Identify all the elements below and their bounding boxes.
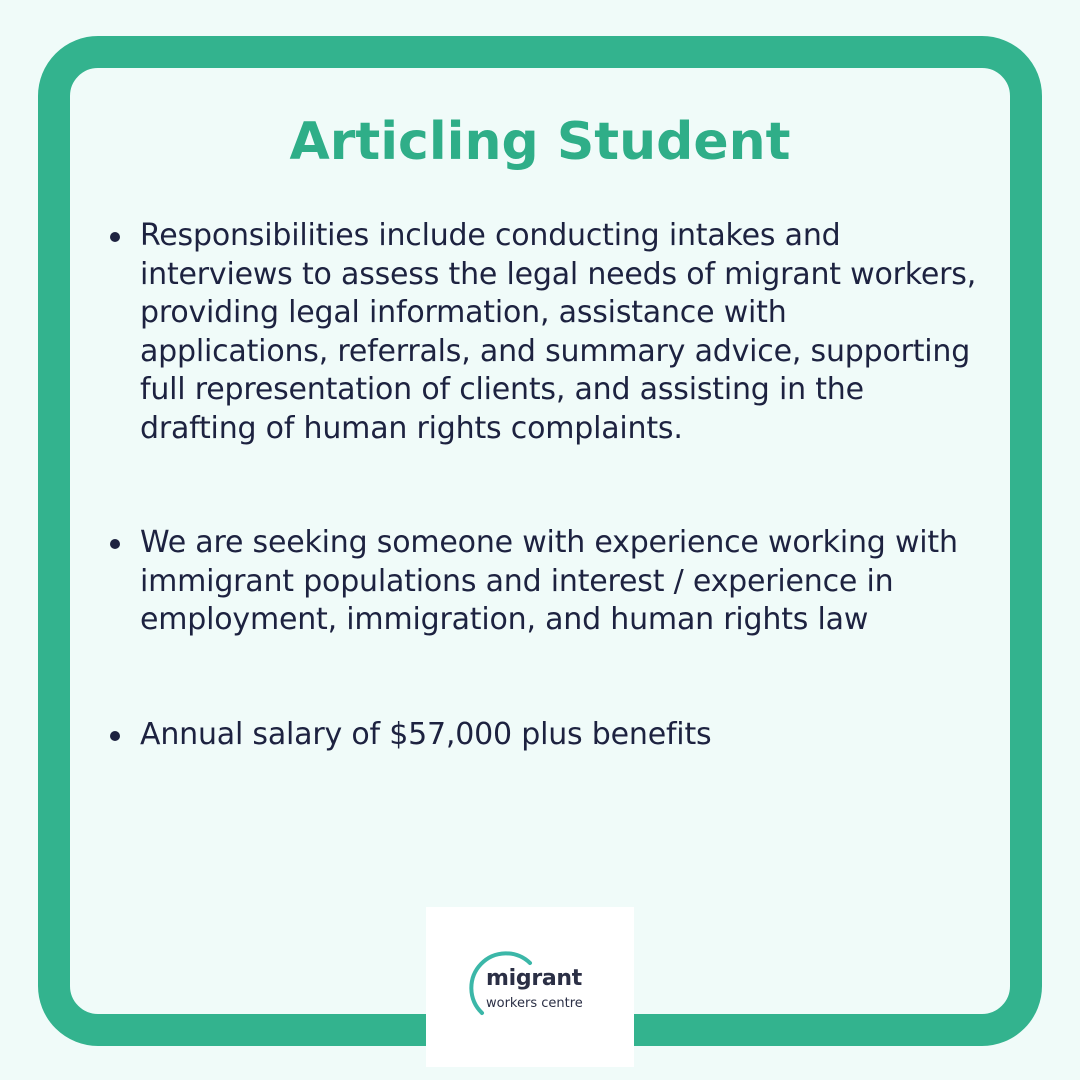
bullet-list (100, 217, 980, 754)
bullet-dot-icon (110, 232, 120, 242)
list-item (100, 716, 980, 755)
bullet-text-responsibilities: Responsibilities include conducting intakes and interviews to assess the legal needs of migrant workers, providing legal information, assistance with applications, referrals, and summary advice, supporting full representation of clients, and assisting in the drafting of human rights complaints. (140, 218, 977, 446)
bullet-dot-icon (110, 539, 120, 549)
page-title: Articling Student (289, 112, 791, 172)
bullet-text-experience: We are seeking someone with experience working with immigrant populations and interest / experience in employment, immigration, and human rights law (140, 525, 958, 637)
logo-subtitle: workers centre (486, 996, 583, 1011)
list-item (100, 524, 980, 640)
logo-name: migrant (486, 966, 582, 991)
list-item (100, 217, 980, 448)
logo (426, 907, 634, 1067)
bullet-text-salary: Annual salary of $57,000 plus benefits (140, 716, 712, 752)
bullet-dot-icon (110, 731, 120, 741)
